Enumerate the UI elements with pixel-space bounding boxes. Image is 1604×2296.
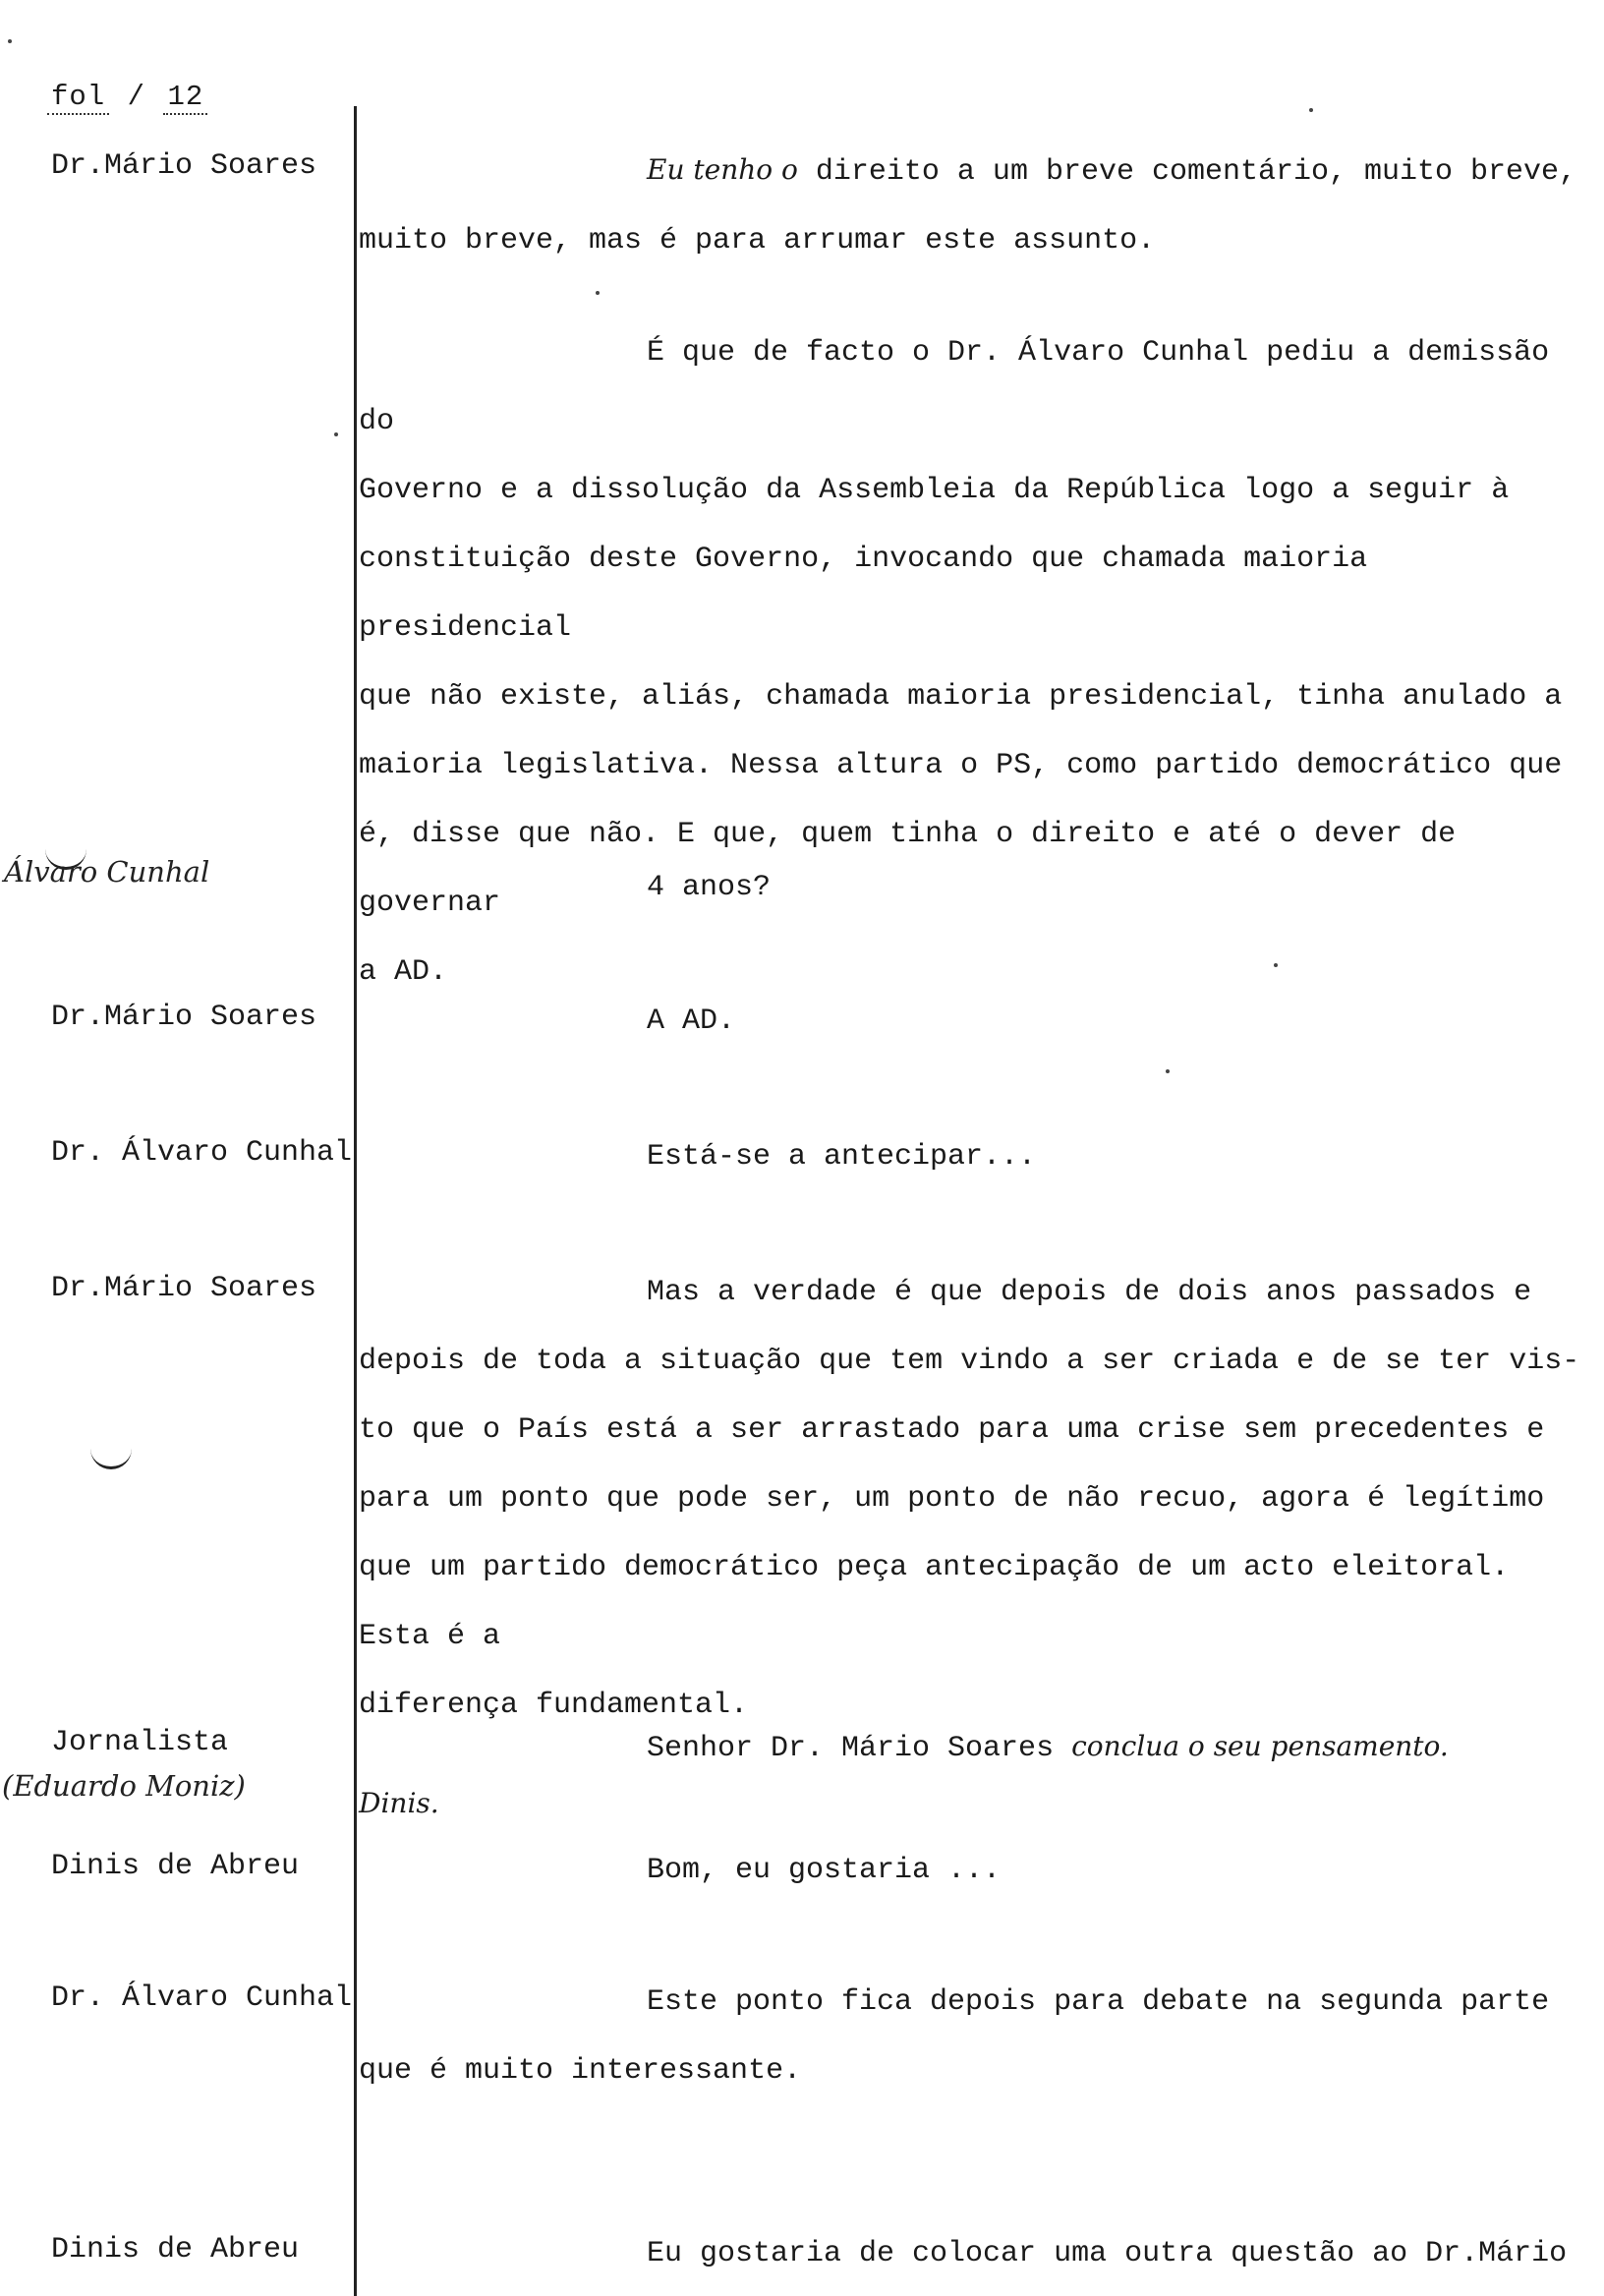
speaker-label: Dinis de Abreu: [51, 2233, 300, 2267]
speech-block: Está-se a antecipar...: [647, 1140, 1037, 1174]
speaker-column-divider: [354, 106, 357, 2296]
speech-block: Eu gostaria de colocar uma outra questão ao Dr.Mário: [647, 2237, 1568, 2270]
scan-speck: [334, 432, 338, 436]
handwritten-insert: conclua o seu pensamento.: [1071, 1730, 1449, 1762]
scan-speck: [1166, 1069, 1170, 1073]
speaker-label: Dr. Álvaro Cunhal: [51, 1136, 353, 1170]
folio-number: fol / 12: [47, 81, 207, 113]
speech-block: É que de facto o Dr. Álvaro Cunhal pediu a demissão do Governo e a dissolução da Assembleia da República logo a seguir à constituição deste Governo, invocando que chamada maioria presidencial que não existe, aliás, chamada maioria presidencial, tinha anulado a maioria legislativa. Nessa altura o PS, como partido democrático que é, disse que não. E que, quem tinha o direito e até o dever de governar a AD.: [359, 336, 1563, 989]
speech-block: Eu tenho o direito a um breve comentário, muito breve, muito breve, mas é para arrumar este assunto.: [359, 153, 1577, 258]
handwritten-insert: Dinis.: [359, 1787, 439, 1819]
speech-block: Senhor Dr. Mário Soares conclua o seu pensamento.: [647, 1730, 1449, 1765]
speech-block: A AD.: [647, 1004, 736, 1038]
speech-block: Este ponto fica depois para debate na segunda parte que é muito interessante.: [359, 1985, 1550, 2088]
speech-block: [359, 1769, 1597, 1840]
scan-speck: [8, 39, 12, 43]
speaker-label: Dr.Mário Soares: [51, 149, 317, 183]
speaker-note-handwritten: (Eduardo Moniz): [2, 1769, 246, 1803]
speech-block: 4 anos?: [647, 871, 772, 904]
speaker-label: Jornalista: [51, 1726, 229, 1759]
speech-block: Bom, eu gostaria ...: [647, 1854, 1002, 1887]
scan-speck: [596, 291, 600, 295]
handwritten-insert: Eu tenho o: [647, 153, 798, 186]
speaker-label: Dr.Mário Soares: [51, 1272, 317, 1305]
speaker-label: Dr. Álvaro Cunhal: [51, 1981, 353, 2015]
speaker-label: Dinis de Abreu: [51, 1850, 300, 1883]
scan-speck: [1309, 108, 1313, 112]
handwritten-mark: [90, 1445, 132, 1469]
speech-block: Mas a verdade é que depois de dois anos passados e depois de toda a situação que tem vindo a ser criada e de se ter vis- to que o País está a ser arrastado para uma crise sem precedentes e para um ponto que pode ser, um ponto de não recuo, agora é legítimo que um partido democrático peça antecipação de um acto eleitoral. Esta é a diferença fundamental.: [359, 1276, 1580, 1722]
speaker-label-handwritten: Álvaro Cunhal: [4, 855, 210, 889]
scan-speck: [1274, 963, 1278, 967]
speaker-label: Dr.Mário Soares: [51, 1001, 317, 1034]
